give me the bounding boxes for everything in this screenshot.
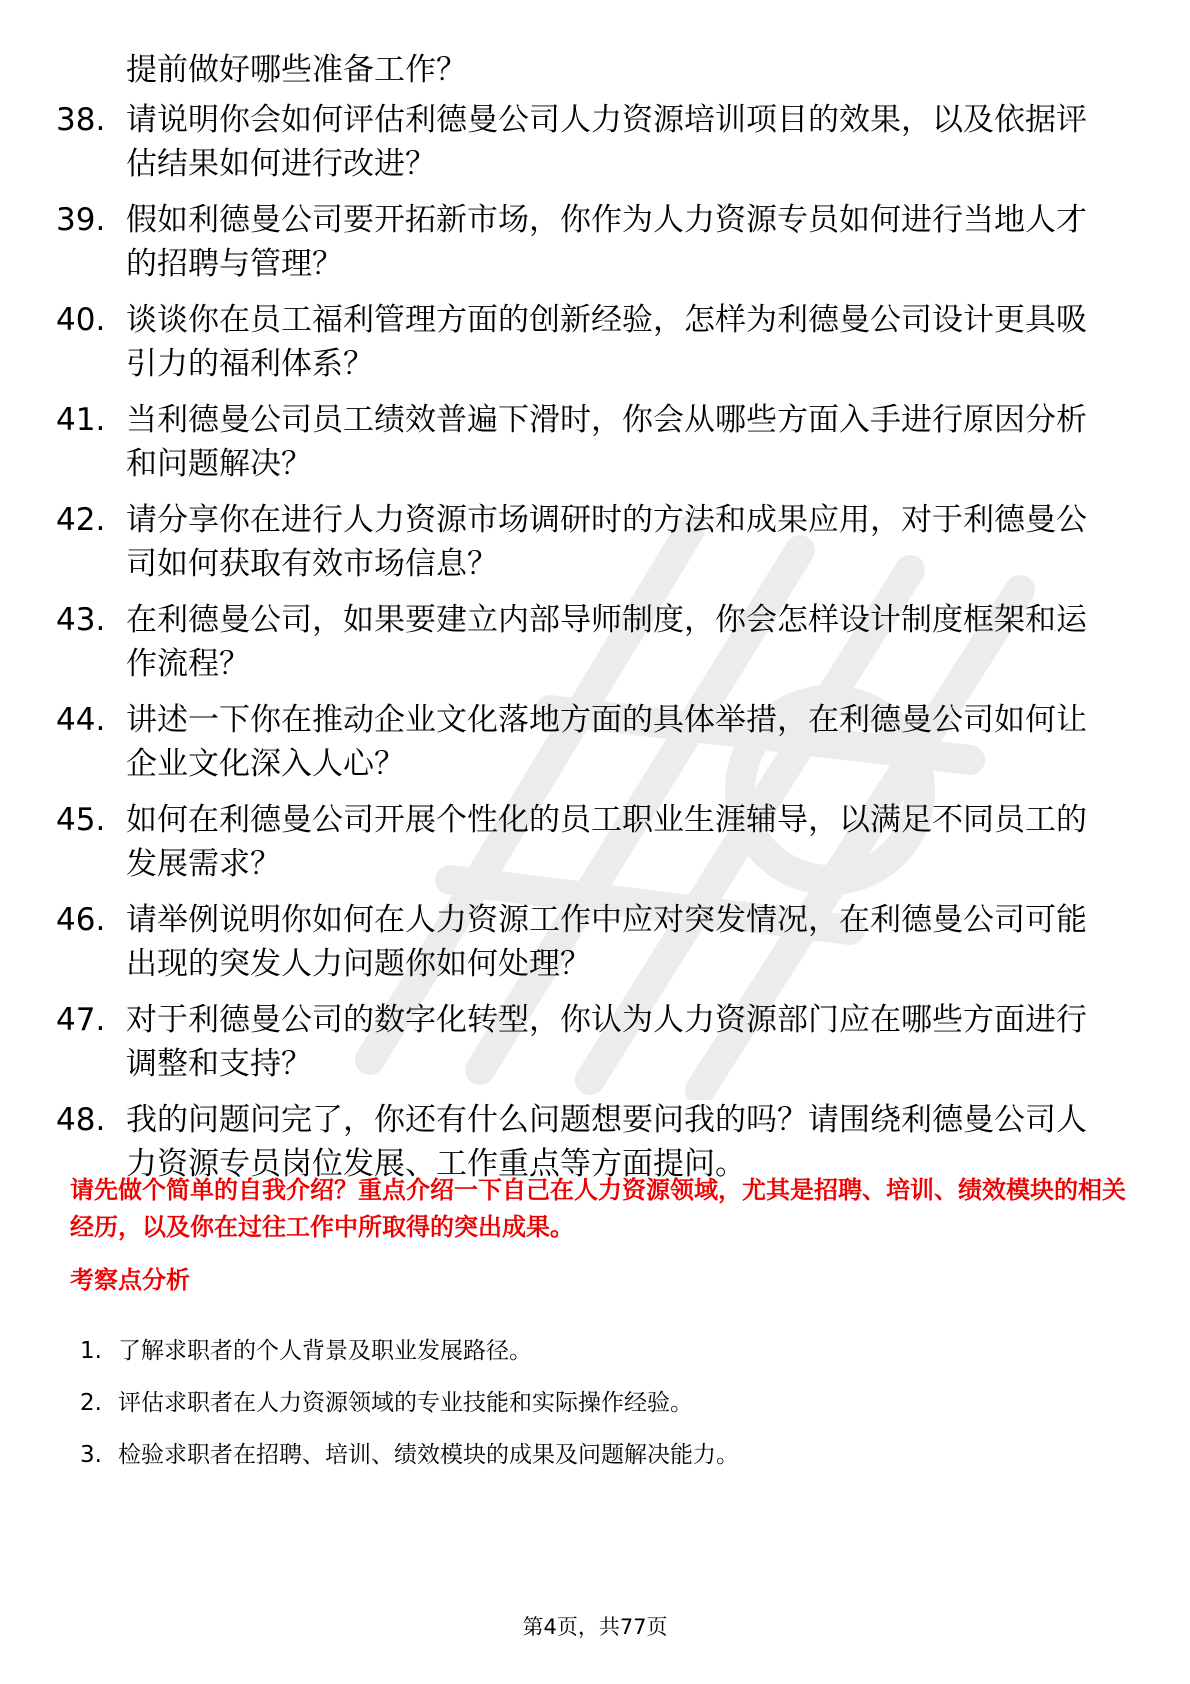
highlight-question: 请先做个简单的自我介绍？重点介绍一下自己在人力资源领域，尤其是招聘、培训、绩效模块的相关经历，以及你在过往工作中所取得的突出成果。 [70,1176,1126,1241]
question-text: 请举例说明你如何在人力资源工作中应对突发情况，在利德曼公司可能出现的突发人力问题你如何处理？ [126,902,1087,982]
question-item [0,698,1190,786]
analysis-item [0,1334,1190,1368]
question-text: 请说明你会如何评估利德曼公司人力资源培训项目的效果，以及依据评估结果如何进行改进？ [126,102,1087,182]
question-text: 讲述一下你在推动企业文化落地方面的具体举措，在利德曼公司如何让企业文化深入人心？ [126,702,1087,782]
question-number: 42. [56,502,106,538]
question-item [0,198,1190,286]
analysis-text: 了解求职者的个人背景及职业发展路径。 [118,1338,532,1364]
analysis-title: 考察点分析 [70,1266,190,1294]
question-number: 43. [56,602,106,638]
page-footer: 第4页，共77页 [522,1615,668,1639]
analysis-list [0,1334,1190,1490]
question-item [0,298,1190,386]
question-text: 对于利德曼公司的数字化转型，你认为人力资源部门应在哪些方面进行调整和支持？ [126,1002,1087,1082]
analysis-number: 3. [80,1442,102,1468]
analysis-item [0,1438,1190,1472]
question-item [0,598,1190,686]
question-text: 请分享你在进行人力资源市场调研时的方法和成果应用，对于利德曼公司如何获取有效市场信息？ [126,502,1087,582]
analysis-item [0,1386,1190,1420]
question-text: 假如利德曼公司要开拓新市场，你作为人力资源专员如何进行当地人才的招聘与管理？ [126,202,1087,282]
question-number: 40. [56,302,106,338]
question-text: 谈谈你在员工福利管理方面的创新经验，怎样为利德曼公司设计更具吸引力的福利体系？ [126,302,1087,382]
analysis-text: 检验求职者在招聘、培训、绩效模块的成果及问题解决能力。 [118,1442,739,1468]
question-number: 45. [56,802,106,838]
question-text: 如何在利德曼公司开展个性化的员工职业生涯辅导，以满足不同员工的发展需求？ [126,802,1087,882]
question-number: 39. [56,202,106,238]
question-number: 41. [56,402,106,438]
question-item [0,998,1190,1086]
question-text: 我的问题问完了，你还有什么问题想要问我的吗？请围绕利德曼公司人力资源专员岗位发展、工作重点等方面提问。 [126,1102,1087,1182]
question-item [0,398,1190,486]
continuation-text: 提前做好哪些准备工作？ [126,52,467,88]
question-text: 当利德曼公司员工绩效普遍下滑时，你会从哪些方面入手进行原因分析和问题解决？ [126,402,1087,482]
question-number: 44. [56,702,106,738]
analysis-number: 1. [80,1338,102,1364]
question-item [0,498,1190,586]
question-list [0,98,1190,1198]
question-text: 在利德曼公司，如果要建立内部导师制度，你会怎样设计制度框架和运作流程？ [126,602,1087,682]
question-item [0,798,1190,886]
question-number: 47. [56,1002,106,1038]
question-number: 46. [56,902,106,938]
question-item [0,898,1190,986]
question-number: 38. [56,102,106,138]
analysis-text: 评估求职者在人力资源领域的专业技能和实际操作经验。 [118,1390,693,1416]
analysis-number: 2. [80,1390,102,1416]
question-item [0,98,1190,186]
question-number: 48. [56,1102,106,1138]
